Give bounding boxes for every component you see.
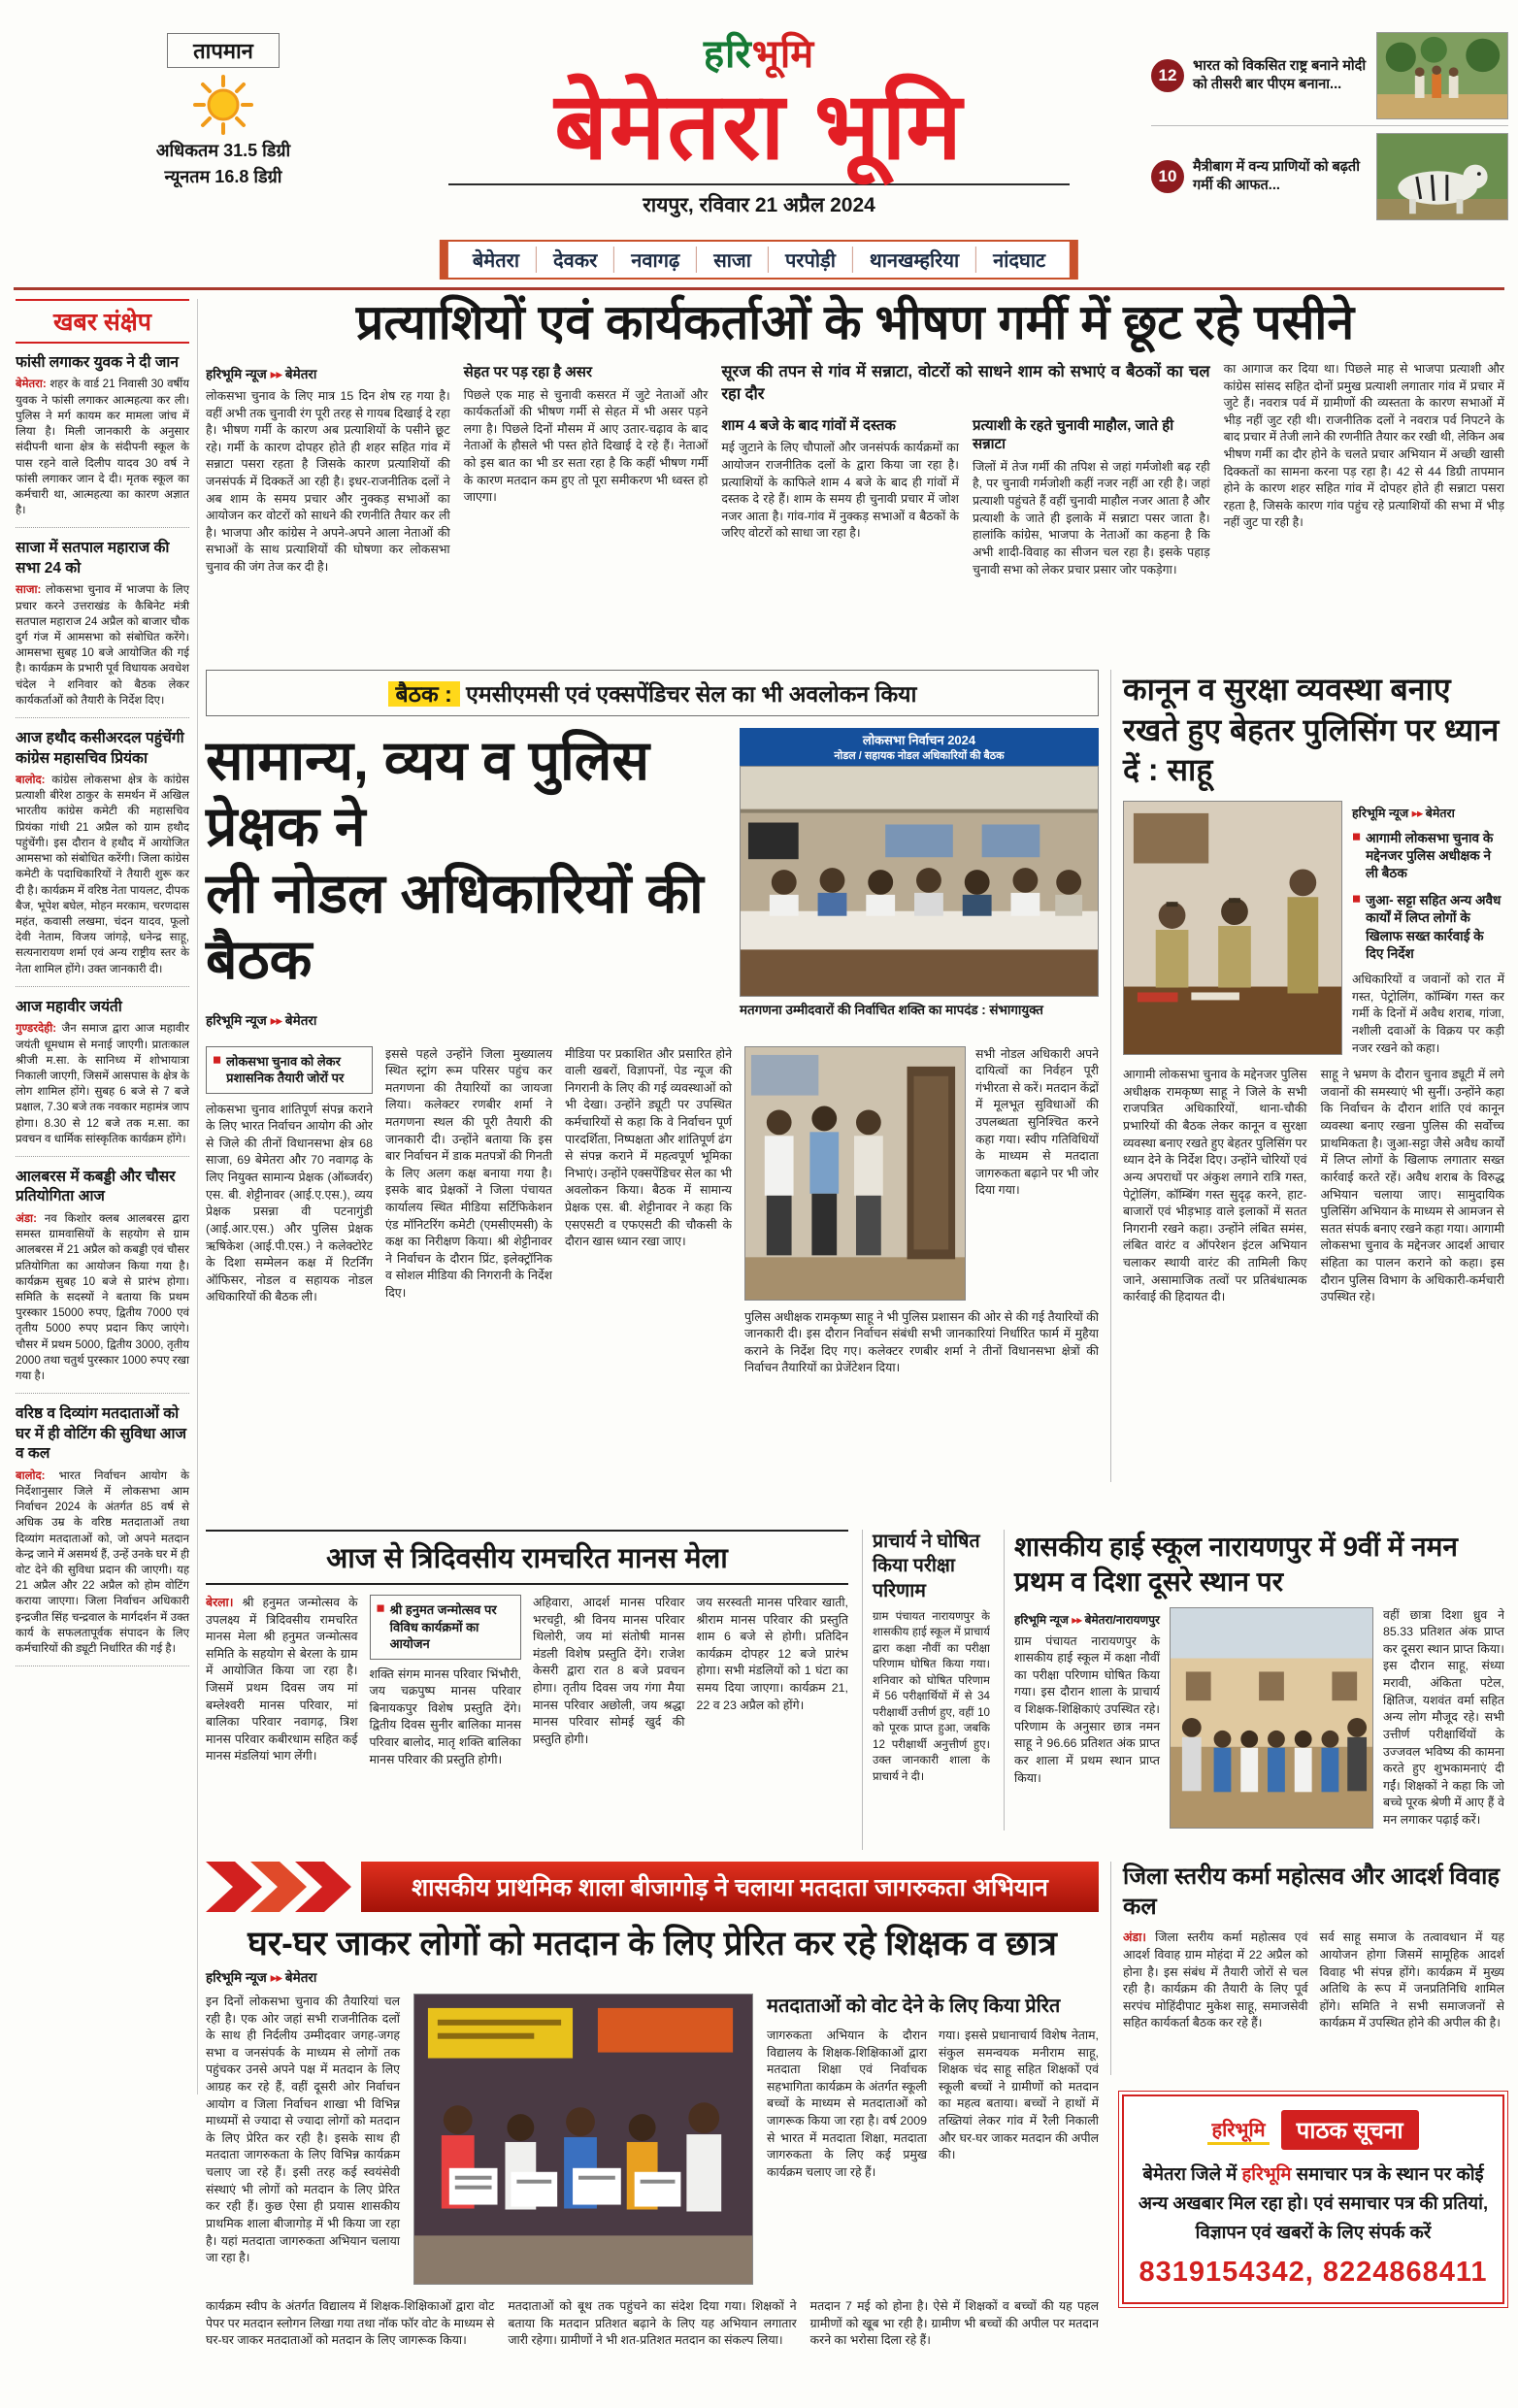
text-column	[767, 2028, 927, 2287]
text-column	[721, 414, 959, 652]
page-number-badge: 10	[1151, 160, 1184, 193]
teaser-photo-1	[1376, 32, 1508, 119]
cities-bar	[440, 240, 1078, 280]
city-label: थानखम्हरिया	[852, 247, 975, 273]
body-text: कार्यक्रम स्वीप के अंतर्गत विद्यालय में शिक्षक-शिक्षिकाओं द्वारा वोट पेपर पर मतदान स्लोगन लिखा गया तथा नॉक फॉर वोट के माध्यम से घर-घर जाकर मतदाताओं को मतदान के लिए जागरूक किया।	[206, 2299, 495, 2348]
body-text: सर्व साहू समाज के तत्वावधान में यह आयोजन होगा जिसमें सामूहिक आदर्श विवाह भी संपन्न होंगे। कार्यक्रम में मुख्य अतिथि के रूप में जनप्रतिनिधि शामिल होंगे। समिति ने सभी समाजजनों से कार्यक्रम में उपस्थित होने की अपील की है।	[1319, 1930, 1504, 2030]
text-column	[810, 2298, 1099, 2378]
manas-headline: आज से त्रिदिवसीय रामचरित मानस मेला	[206, 1530, 848, 1585]
weather-box	[105, 33, 342, 188]
teaser-text: मैत्रीबाग में वन्य प्राणियों को बढ़ती गर्मी की आफत...	[1193, 159, 1360, 193]
article-nodal-meeting	[206, 670, 1099, 1462]
brief-item	[16, 539, 189, 718]
kicker: बैठक : एमसीएमसी एवं एक्सपेंडिचर सेल का भी अवलोकन किया	[206, 670, 1099, 716]
header-teasers	[1151, 25, 1508, 227]
byline: हरिभूमि न्यूज ▸▸ बेमेतरा	[206, 1970, 317, 1985]
body-text: गया। इससे प्रधानाचार्य विशेष नेताम, संकुल समन्वयक मनीराम साहू, शिक्षक चंद साहू सहित शिक्षकों एवं स्कूली बच्चों ने ग्रामीणों को मतदान का महत्व बताया। बच्चों ने हाथों में तख्तियां लेकर गांव में रैली निकाली और घर-घर जाकर मतदान की अपील की।	[939, 2029, 1099, 2162]
text-column	[565, 1046, 732, 1462]
teaser-text: भारत को विकसित राष्ट्र बनाने मोदी को तीसरी बार पीएम बनाना...	[1193, 57, 1367, 92]
body-text: का आगाज कर दिया था। पिछले माह से भाजपा प्रत्याशी और कांग्रेस सांसद सहित दोनों प्रमुख प्रत्याशी लगातार गांव में प्रचार में जुटे हैं। नवरात्र पर्व में ग्रामीणों की व्यस्तता के कारण सभाओं में भीड़ नहीं जुट रही थी। राजनीतिक दलों ने नवरात्र पर्व निपटने के बाद प्रचार में तेजी लाने की रणनीति तैयार कर रखी थी, लेकिन अब भीषण गर्मी का दौर होने के चलते प्रचार अभियान में अच्छी खासी दिक्कतों का सामना करना पड़ रहा है। 42 से 44 डिग्री तापमान होने के कारण शहर सहित गांव में दोपहर होते ही सन्नाटा पसरा रहता है, जिसके कारण गांव पहुंच रहे प्रत्याशियों की सभा में भीड़ नहीं जुट पा रही है।	[1223, 362, 1504, 530]
city-label: परपोड़ी	[768, 247, 852, 273]
notice-text: बेमेतरा जिले में हरिभूमि समाचार पत्र के स्थान पर कोई अन्य अखबार मिल रहा हो। एवं समाचार पत्र की प्रतियां, विज्ञापन एवं खबरों के लिए संपर्क करें	[1138, 2163, 1489, 2242]
masthead	[390, 25, 1128, 218]
text-column	[939, 2028, 1099, 2287]
voter-bottom-columns	[206, 2298, 1099, 2378]
karma-headline: जिला स्तरीय कर्मा महोत्सव और आदर्श विवाह कल	[1123, 1864, 1501, 1921]
body-text: शक्ति संगम मानस परिवार भिंभौरी, जय चक्रपुष्प मानस परिवार बिनायकपुर विशेष प्रस्तुति देंगे। द्वितीय दिवस सुनीर बालिका मानस परिवार बालोद, मातृ शक्ति बालिका मानस परिवार की प्रस्तुति होगी।	[369, 1666, 521, 1766]
text-column	[1123, 1067, 1307, 1482]
text-column	[1224, 361, 1504, 652]
body-text: मतदान 7 मई को होना है। ऐसे में शिक्षकों व बच्चों की यह पहल ग्रामीणों को खूब भा रही है। ग्रामीण भी बच्चों की अपील पर मतदान करने का भरोसा दिला रहे हैं।	[809, 2299, 1099, 2348]
body-text: लोकसभा चुनाव के लिए मात्र 15 दिन शेष रह गया है। वहीं अभी तक चुनावी रंग पूरी तरह से गायब दिखाई दे रहा है। भीषण गर्मी के कारण अब प्रत्याशियों के पसीने छूट रहे। गर्मी के कारण दोपहर होते ही शहर सहित गांव में सन्नाटा पसरा रहता है जिसके कारण प्रत्याशियों की जनसंपर्क में दिक्कतें आ रही है। इधर-राजनीतिक दलों ने अब शाम के समय प्रचार और नुक्कड़ सभाओं का आयोजन कर वोटरों को साधने की रणनीति तैयार कर ली है। भाजपा और कांग्रेस ने अपने-अपने आला नेताओं की सभाओं के साथ प्रत्याशियों की घोषणा कर लोकसभा चुनाव की जंग तेज कर दी है।	[206, 389, 450, 575]
text-column	[206, 361, 450, 652]
notice-box	[1122, 2095, 1504, 2304]
article-karma-festival	[1110, 1862, 1504, 2075]
manas-columns	[206, 1595, 848, 1839]
byline: हरिभूमि न्यूज ▸▸ बेमेतरा/नारायणपुर	[1014, 1612, 1160, 1627]
body-text: पिछले एक माह से चुनावी कसरत में जुटे नेताओं और कार्यकर्ताओं की भीषण गर्मी से सेहत में भी असर पड़ने लगा है। पिछले दिनों मौसम में आए उतार-चढ़ाव के बाद नेताओं के हौसले भी पस्त होते दिखाई दे रहे हैं। नेताओं को इस बात का भी डर सता रहा है कि कहीं भीषण गर्मी के कारण मतदान कम हुए तो पूरा समीकरण भी ध्वस्त हो जाएगा।	[463, 387, 709, 505]
brief-headline: फांसी लगाकर युवक ने दी जान	[16, 354, 179, 371]
article-voter-awareness	[206, 1862, 1099, 2378]
brief-headline: वरिष्ठ व दिव्यांग मतदाताओं को घर में ही वोटिंग की सुविधा आज व कल	[16, 1405, 186, 1463]
byline: हरिभूमि न्यूज ▸▸ बेमेतरा	[206, 367, 317, 381]
brief-item	[16, 729, 189, 987]
brief-item	[16, 353, 189, 528]
body-text: जागरुकता अभियान के दौरान विद्यालय के शिक्षक-शिक्षिकाओं द्वारा मतदाता शिक्षा एवं निर्वाचक सहभागिता कार्यक्रम के अंतर्गत स्कूली बच्चों के माध्यम से मतदाताओं को जागरूक किया जा रहा है। वर्ष 2009 से भारत में मतदाता शिक्षा, मतदाता जागरुकता के लिए कई प्रमुख कार्यक्रम चलाए जा रहे हैं।	[767, 2029, 927, 2179]
article-exam-result	[862, 1530, 990, 1850]
text-column	[206, 1046, 373, 1462]
text-column	[1014, 1607, 1160, 1831]
teaser-item	[1151, 25, 1508, 126]
text-column	[206, 2298, 494, 2378]
byline: हरिभूमि न्यूज ▸▸ बेमेतरा	[206, 1012, 317, 1028]
heatwave-headline: प्रत्याशियों एवं कार्यकर्ताओं के भीषण गर्मी में छूट रहे पसीने	[355, 295, 1355, 349]
text-column	[464, 361, 709, 652]
brief-headline: आलबरस में कबड्डी और चौसर प्रतियोगिता आज	[16, 1169, 176, 1205]
page-number-badge: 12	[1151, 59, 1184, 92]
photo-caption: मतगणना उम्मीदवारों की निर्वाचित शक्ति का मापदंड : संभागायुक्त	[740, 1003, 1043, 1017]
body-text: वहीं छात्रा दिशा ध्रुव ने 85.33 प्रतिशत अंक प्राप्त कर दूसरा स्थान प्राप्त किया। इस दौरान साहू, संध्या मरावी, अंकिता पटेल, क्षितिज, यशवंत वर्मा सहित अन्य लोग मौजूद रहे। सभी उत्तीर्ण परीक्षार्थियों के उज्जवल भविष्य की कामना करते हुए शुभकामनाएं दी गईं। शिक्षकों ने कहा कि जो बच्चे पूरक श्रेणी में आए हैं वे मन लगाकर पढ़ाई करें।	[1383, 1607, 1504, 1827]
photo-nodal-meeting	[740, 728, 1099, 1035]
meeting-columns	[206, 1046, 1099, 1462]
brief-headline: आज हथौद कसीअरदल पहुंचेंगी कांग्रेस महासचिव प्रियंका	[16, 730, 184, 767]
weather-title: तापमान	[167, 33, 280, 68]
voter-banner: शासकीय प्राथमिक शाला बीजागोड़ ने चलाया मतदाता जागरुकता अभियान	[361, 1862, 1099, 1912]
subhead: सेहत पर पड़ रहा है असर	[463, 364, 593, 380]
photo-banner: लोकसभा निर्वाचन 2024 नोडल / सहायक नोडल अधिकारियों की बैठक	[740, 728, 1099, 766]
text-column	[508, 2298, 796, 2378]
body-text: अहिवारा, आदर्श मानस परिवार भरचट्टी, श्री विनय मानस परिवार थिलोरी, जय मां संतोषी मानस मंडली विशेष प्रस्तुति देंगे। राजेश केसरी द्वारा रात 8 बजे प्रवचन होगा। तृतीय दिवस जय गंगा मैया मानस परिवार अछोली, जय श्रद्धा मानस परिवार सोमई खुर्द की प्रस्तुति होगी।	[533, 1596, 685, 1746]
subhead: प्रत्याशी के रहते चुनावी माहौल, जाते ही सन्नाटा	[972, 416, 1174, 453]
photo-text-block	[744, 1046, 1099, 1462]
article-manas-mela	[206, 1530, 848, 1839]
city-label: देवकर	[536, 247, 613, 273]
teaser-photo-2	[1376, 133, 1508, 220]
brief-body: बालोद: कांग्रेस लोकसभा क्षेत्र के कांग्रेस प्रत्याशी बीरेश ठाकुर के समर्थन में अखिल भारतीय कांग्रेस कमेटी की महासचिव प्रियंका गांधी 21 अप्रैल को ग्राम हथौद पहुंचेंगी। इस दौरान वे हथौद में आयोजित आमसभा को संबोधित करेंगी। जिला कांग्रेस कमेटी के पदाधिकारियों ने तैयारी शुरू कर दी है। कार्यक्रम में वरिष्ठ नेता पायलट, दीपक बैज, भूपेश बघेल, मोहन मरकाम, चरणदास महंत, कवासी लखमा, चंदन यादव, फूलो देवी नेताम, विजय जांगड़े, धनेन्द्र साहू, सत्यनारायण शर्मा एवं अन्य राष्ट्रीय स्तर के नेता शामिल होंगे। उक्त जानकारी दी।	[16, 773, 189, 975]
subhead: शाम 4 बजे के बाद गांवों में दस्तक	[721, 416, 896, 434]
body-text: अंडा। जिला स्तरीय कर्मा महोत्सव एवं आदर्श विवाह ग्राम मोहंदा में 22 अप्रैल को होना है। इस संबंध में तैयारी जोरों से चल रही है। कार्यक्रम की तैयारी के लिए पूर्व सरपंच मोहिंदीपाट मुकेश साहू, समाजसेवी सहित कार्यकर्ता बैठक कर रहे हैं।	[1123, 1930, 1308, 2030]
subhead: ◼ आगामी लोकसभा चुनाव के मद्देनजर पुलिस अधीक्षक ने ली बैठक	[1352, 830, 1494, 881]
text-column	[1383, 1607, 1504, 1831]
text-column	[533, 1595, 685, 1839]
brief-headline: आज महावीर जयंती	[16, 998, 122, 1015]
brief-item	[16, 1404, 189, 1666]
police-headline: कानून व सुरक्षा व्यवस्था बनाए रखते हुए बेहतर पुलिसिंग पर ध्यान दें : साहू	[1123, 672, 1500, 788]
text-column	[1123, 1930, 1308, 2075]
dateline: रायपुर, रविवार 21 अप्रैल 2024	[448, 183, 1070, 218]
text-column-group	[721, 361, 1209, 652]
sun-icon	[192, 74, 254, 136]
text-column	[975, 1046, 1099, 1301]
photo-strongroom-visit	[744, 1046, 966, 1301]
highlight-box: ◼ लोकसभा चुनाव को लेकर प्रशासनिक तैयारी जोरों पर	[206, 1046, 373, 1094]
standfirst: सूरज की तपन से गांव में सन्नाटा, वोटरों को साधने शाम को सभाएं व बैठकों का चल रहा दौर	[721, 363, 1210, 404]
notice-brand-logo: हरिभूमि	[1207, 2116, 1269, 2145]
body-text: इन दिनों लोकसभा चुनाव की तैयारियां चल रही है। एक ओर जहां सभी राजनीतिक दलों के साथ ही निर्दलीय उम्मीदवार जगह-जगह सभा व जनसंपर्क के माध्यम से लोगों तक पहुंचकर उनसे अपने पक्ष में मतदान के लिए आग्रह कर रहे हैं, वहीं दूसरी ओर निर्वाचन आयोग व जिला निर्वाचन शाखा भी विभिन्न माध्यमों से ज्यादा से ज्यादा लोगों को मतदान के लिए प्रेरित कर रही है। इसके साथ ही मतदाता जागरुकता के लिए विभिन्न कार्यक्रम चलाए जा रहे हैं। इसी तरह कई स्वयंसेवी संस्थाएं भी लोगों को मतदान के लिए प्रेरित कर रही हैं। कुछ ऐसा ही प्रयास शासकीय प्राथमिक शाला बीजागोड़ में भी किया जा रहा है। यहां मतदाता जागरुकता अभियान चलाया जा रहा है।	[206, 1995, 400, 2265]
city-label: साजा	[696, 247, 768, 273]
body-text: आगामी लोकसभा चुनाव के मद्देनजर पुलिस अधीक्षक रामकृष्ण साहू ने जिले के सभी राजपत्रित अधिकारियों, थाना-चौकी प्रभारियों की बैठक लेकर कानून व सुरक्षा व्यवस्था बनाए रखते हुए बेहतर पुलिसिंग पर ध्यान देने के निर्देश दिए। उन्होंने चोरियों एवं अन्य अपराधों पर अंकुश लगाने रात्रि गस्त, पेट्रोलिंग, कॉम्बिंग गस्त सुदृढ़ करने, हाट-बाजारों एवं भीड़भाड़ वाले इलाकों में सतत निगरानी रखने कहा। उन्होंने लंबित समंस, लंबित वारंट व ऑपरेशन इंटल अभियान चलाकर स्थायी वारंट की तामिली किए जाने, असामाजिक तत्वों पर प्रतिबंधात्मक कार्रवाई की हिदायत दी।	[1123, 1068, 1307, 1304]
notice-title: पाठक सूचना	[1281, 2110, 1419, 2150]
headline-block	[206, 728, 726, 1035]
subhead: मतदाताओं को वोट देने के लिए किया प्रेरित	[767, 1996, 1061, 2017]
brief-headline: साजा में सतपाल महाराज की सभा 24 को	[16, 540, 170, 577]
weather-min: न्यूनतम 16.8 डिग्री	[164, 167, 282, 186]
body-text: मीडिया पर प्रकाशित और प्रसारित होने वाली खबरों, विज्ञापनों, पेड न्यूज की निगरानी के लिए की गई व्यवस्थाओं को भी देखा। उन्होंने ड्यूटी पर उपस्थित कर्मचारियों से कहा कि वे निर्वाचन पूर्ण पारदर्शिता, निष्पक्षता और शांतिपूर्ण ढंग से संपन्न कराने में महत्वपूर्ण भूमिका निभाएं। उन्होंने एक्सपेंडिचर सेल का भी अवलोकन किया। बैठक में सामान्य प्रेक्षक एस. बी. शेट्टीनावर ने कहा कि एसएसटी व एफएसटी की चौकसी के दौरान खास ध्यान रखा जाए।	[565, 1046, 732, 1249]
brief-body: गुण्डरदेही: जैन समाज द्वारा आज महावीर जयंती धूमधाम से मनाई जाएगी। प्रातःकाल श्रीजी म.सा. के सानिध्य में शोभायात्रा निकाली जाएगी, जिसमें आसपास के क्षेत्र के लोग शामिल होंगे। सुबह 6 बजे से 7 बजे प्रक्षाल, 7.30 बजे तक नवकार महामंत्र जाप होगा। 8.30 से 12 बजे तक म.सा. का प्रवचन व धार्मिक सांस्कृतिक कार्यक्रम होंगे।	[16, 1022, 189, 1145]
body-text: बेरला। श्री हनुमत जन्मोत्सव के उपलक्ष्य में त्रिदिवसीय रामचरित मानस मेला श्री हनुमत जन्मोत्सव समिति के सहयोग से बेरला के ग्राम में आयोजित किया जा रहा है। जिसमें प्रथम दिवस जय मां बम्लेश्वरी मानस परिवार, मां बालिका परिवार नवागढ़, त्रिश मानस परिवार कबीरधाम सहित कई मानस मंडलियां भाग लेंगी।	[206, 1596, 358, 1764]
article-heatwave	[206, 295, 1504, 652]
brief-body: बालोद: भारत निर्वाचन आयोग के निर्देशानुसार जिले में लोकसभा आम निर्वाचन 2024 के अंतर्गत 85 वर्ष से अधिक उम्र के वरिष्ठ मतदाताओं तथा दिव्यांग मतदाताओं को, जो अपने मतदान केन्द्र जाने में असमर्थ हैं, उन्हें उनके घर में ही वोट देने की सुविधा प्रदान की जाएगी। यह 21 अप्रैल और 22 अप्रैल को होम वोटिंग कराया जाएगा। जिला निर्वाचन अधिकारी इन्द्रजीत सिंह चन्द्रवाल के मार्गदर्शन में उक्त कार्य के सफलतापूर्वक संपादन के लिए कर्मचारियों की ड्यूटी निर्धारित की गई है।	[16, 1468, 189, 1656]
city-label: बेमेतरा	[472, 250, 520, 272]
article-school-toppers	[1004, 1530, 1504, 1831]
brief-body: बेमेतरा: शहर के वार्ड 21 निवासी 30 वर्षीय युवक ने फांसी लगाकर आत्महत्या कर ली। पुलिस ने मर्ग कायम कर मामला जांच में लिया है। मिली जानकारी के अनुसार संदीपनी थाना क्षेत्र के संदीपनी स्कूल के पास रहने वाले दिलीप यादव 30 वर्ष ने फांसी लगाकर जान दे दी। मृतक स्कूल का कर्मचारी था, आत्महत्या का कारण अज्ञात है।	[16, 378, 189, 517]
heatwave-columns	[206, 361, 1504, 652]
article-police-meeting	[1110, 670, 1504, 1482]
text-column	[1320, 1930, 1505, 2075]
banner-arrow-icon	[206, 1862, 351, 1912]
body-text: पुलिस अधीक्षक रामकृष्ण साहू ने भी पुलिस प्रशासन की ओर से की गई तैयारियों की जानकारी दी। इस दौरान निर्वाचन संबंधी सभी जानकारियां निर्धारित फार्म में मुहैया कराने के निर्देश दिए गए। कलेक्टर रणबीर शर्मा ने तीनों विधानसभा क्षेत्रों की निर्वाचन तैयारियों का प्रेजेंटेशन दिया।	[744, 1309, 1099, 1375]
photo-voter-awareness	[413, 1994, 753, 2285]
brief-item	[16, 998, 189, 1157]
body-text: जय सरस्वती मानस परिवार खाती, श्रीराम मानस परिवार की प्रस्तुति शाम 6 बजे से होगी। प्रतिदिन कार्यक्रम दोपहर 12 बजे प्रारंभ होगा। सभी मंडलियों को 1 घंटा का समय दिया जाएगा। कार्यक्रम 21, 22 व 23 अप्रैल को होंगे।	[696, 1596, 848, 1712]
body-text: सभी नोडल अधिकारी अपने दायित्वों का निर्वहन पूरी गंभीरता से करें। मतदान केंद्रों में मूलभूत सुविधाओं की उपलब्धता सुनिश्चित करने कहा गया। स्वीप गतिविधियों के माध्यम से मतदाता जागरुकता बढ़ाने पर भी जोर दिया गया।	[975, 1046, 1099, 1198]
notice-phone-numbers: 8319154342, 8224868411	[1138, 2256, 1488, 2288]
school-headline: शासकीय हाई स्कूल नारायणपुर में 9वीं में नमन प्रथम व दिशा दूसरे स्थान पर	[1014, 1532, 1458, 1597]
brief-body: अंडा: नव किशोर क्लब आलबरस द्वारा समस्त ग्रामवासियों के सहयोग से ग्राम आलबरस में 21 अप्रैल को कबड्डी एवं चौसर प्रतियोगिता का आयोजन किया गया है। कार्यक्रम सुबह 10 बजे से प्रारंभ होगा। समिति के सदस्यों ने बताया कि प्रथम पुरस्कार 15000 रुपए, द्वितीय 7000 एवं तृतीय 5000 रुपए प्रदान किए जाएंगे। चौसर में प्रथम 5000, द्वितीय 3000, तृतीय 2000 तथा चतुर्थ पुरस्कार 1000 रुपए रखा गया है।	[16, 1211, 189, 1383]
body-text: साहू ने भ्रमण के दौरान चुनाव ड्यूटी में लगे जवानों की समस्याएं भी सुनीं। उन्होंने कहा कि निर्वाचन के दौरान शांति एवं कानून व्यवस्था बनाए रखना पुलिस की सर्वोच्च प्राथमिकता है। जुआ-सट्टा जैसे अवैध कार्यों में लिप्त लोगों के खिलाफ लगातार सख्त कार्रवाई करते रहें। अवैध शराब के विरुद्ध अभियान चलाया जाए। सामुदायिक पुलिसिंग अभियान के माध्यम से आमजन से सतत संपर्क बनाए रखने कहा गया। आगामी लोकसभा चुनाव के मद्देनजर आदर्श आचार संहिता का पालन कराने को कहा। इस दौरान पुलिस विभाग के अधिकारी-कर्मचारी उपस्थित रहे।	[1320, 1068, 1504, 1304]
text-column	[973, 414, 1210, 652]
meeting-headline: सामान्य, व्यय व पुलिस प्रेक्षक ने ली नोडल अधिकारियों की बैठक	[206, 730, 704, 992]
result-headline: प्राचार्य ने घोषित किया परीक्षा परिणाम	[873, 1531, 980, 1601]
highlight-box: ◼ श्री हनुमत जन्मोत्सव पर विविध कार्यक्रमों का आयोजन	[370, 1595, 522, 1660]
photo-sp-meeting	[1123, 801, 1342, 1055]
text-column	[697, 1595, 849, 1839]
brief-body: साजा: लोकसभा चुनाव में भाजपा के लिए प्रचार करने उत्तराखंड के कैबिनेट मंत्री सतपाल महाराज 24 अप्रैल को बाजार चौक दुर्ग गंज में आमसभा को संबोधित करेंगे। आमसभा सुबह 10 बजे आयोजित की गई है। कार्यक्रम के प्रभारी पूर्व विधायक अवधेश चंदेल ने शनिवार को बैठक लेकर कार्यकर्ताओं को तैयारी के निर्देश दिए।	[16, 583, 189, 707]
weather-max: अधिकतम 31.5 डिग्री	[155, 141, 291, 160]
voter-right-block	[767, 1994, 1099, 2287]
brand-logo: हरिभूमि	[703, 33, 815, 76]
brief-item	[16, 1168, 189, 1394]
body-text: ग्राम पंचायत नारायणपुर के शासकीय हाई स्कूल में प्राचार्य द्वारा कक्षा नौवीं का परीक्षा परिणाम घोषित किया गया। शनिवार को घोषित परिणाम में 56 परीक्षार्थियों में से 34 परीक्षार्थी उत्तीर्ण हुए, वहीं 10 को पूरक प्राप्त हुआ, जबकि 12 परीक्षार्थी अनुत्तीर्ण हुए। उक्त जानकारी शाला के प्राचार्य ने दी।	[873, 1610, 990, 1783]
body-text: इससे पहले उन्होंने जिला मुख्यालय स्थित स्ट्रांग रूम परिसर पहुंच कर मतगणना की तैयारियों का जायजा लिया। कलेक्टर रणबीर शर्मा ने मतगणना स्थल की पूरी तैयारी की जानकारी दी। उन्होंने बताया कि इस बार निर्वाचन में डाक मतपत्रों की गिनती के लिए अलग कक्ष बनाया गया है। इसके बाद प्रेक्षकों ने जिला पंचायत कार्यालय स्थित मीडिया सर्टिफिकेशन एंड मॉनिटरिंग कमेटी (एमसीएमसी) के कक्ष का निरीक्षण किया। श्री शेट्टीनावर ने निर्वाचन के दौरान प्रिंट, इलेक्ट्रॉनिक व सोशल मीडिया की निगरानी के निर्देश दिए।	[385, 1046, 552, 1301]
text-column	[1321, 1067, 1505, 1482]
text-column	[370, 1595, 522, 1839]
news-briefs-sidebar	[16, 299, 198, 2095]
body-text: मई जुटाने के लिए चौपालों और जनसंपर्क कार्यक्रमों का आयोजन राजनीतिक दलों के द्वारा किया जा रहा है। प्रत्याशियों के काफिले शाम 4 बजे के बाद ही गांवों में दस्तक दे रहे हैं। शाम के समय ही चुनावी प्रचार में जोश नजर आता है। गांव-गांव में नुक्कड़ सभाओं व बैठकों के जरिए वोटरों को साधा जा रहा है।	[721, 441, 959, 541]
paper-title: बेमेतरा भूमि	[554, 75, 964, 179]
sidebar-title: खबर संक्षेप	[16, 299, 189, 344]
text-column	[385, 1046, 552, 1462]
reader-notice	[1110, 2095, 1504, 2304]
body-text: लोकसभा चुनाव शांतिपूर्ण संपन्न कराने के लिए भारत निर्वाचन आयोग की ओर से जिले की तीनों विधानसभा क्षेत्र 68 साजा, 69 बेमेतरा और 70 नवागढ़ के लिए नियुक्त सामान्य प्रेक्षक (ऑब्जर्वर) एस. बी. शेट्टीनावर (आई.ए.एस.), व्यय प्रेक्षक प्रसन्ना वी पटनागुंडी (आई.आर.एस.) और पुलिस प्रेक्षक ऋषिकेश (आई.पी.एस.) ने कलेक्टोरेट के दिशा सम्मेलन कक्ष में रिटर्निंग ऑफिसर, नोडल व सहायक नोडल अधिकारियों की बैठक ली।	[206, 1102, 373, 1304]
body-text: ग्राम पंचायत नारायणपुर के शासकीय हाई स्कूल में कक्षा नौवीं का परीक्षा परिणाम घोषित किया गया। इस दौरान शाला के प्राचार्य व शिक्षक-शिक्षिकाएं उपस्थित रहे। परिणाम के अनुसार छात्र नमन साहू ने 96.66 प्रतिशत अंक प्राप्त कर शाला में प्रथम स्थान प्राप्त किया।	[1014, 1633, 1160, 1785]
city-label: नवागढ़	[613, 247, 696, 273]
city-label: नांदघाट	[975, 247, 1062, 273]
byline: हरिभूमि न्यूज ▸▸ बेमेतरा	[1352, 806, 1455, 820]
text-column	[206, 1994, 400, 2287]
police-side-column	[1352, 801, 1504, 1057]
body-text: मतदाताओं को बूथ तक पहुंचने का संदेश दिया गया। शिक्षकों ने बताया कि मतदान प्रतिशत बढ़ाने के लिए यह अभियान लगातार जारी रहेगा। ग्रामीणों ने भी शत-प्रतिशत मतदान का संकल्प लिया।	[508, 2299, 797, 2348]
text-column	[206, 1595, 358, 1839]
header-divider	[14, 287, 1504, 290]
teaser-item	[1151, 126, 1508, 227]
body-text: अधिकारियों व जवानों को रात में गस्त, पेट्रोलिंग, कॉम्बिंग गस्त कर गर्मी के दिनों में अवैध शराब, गांजा, नशीली दवाओं के विक्रय पर कड़ी नजर रखने को कहा।	[1352, 973, 1504, 1055]
police-columns	[1123, 1067, 1504, 1482]
subhead: ◼ जुआ- सट्टा सहित अन्य अवैध कार्यों में लिप्त लोगों के खिलाफ सख्त कार्रवाई के दिए निर्देश	[1352, 892, 1502, 961]
voter-headline: घर-घर जाकर लोगों को मतदान के लिए प्रेरित कर रहे शिक्षक व छात्र	[248, 1925, 1057, 1963]
photo-students-group	[1170, 1607, 1373, 1829]
body-text: जिलों में तेज गर्मी की तपिश से जहां गर्मजोशी बढ़ रही है, पर चुनावी गर्मजोशी कहीं नजर नहीं आ रही है। जहां प्रत्याशी पहुंचते हैं वहीं चुनावी माहौल नजर आता है और प्रत्याशी के जाते ही इलाके में सन्नाटा पसर जाता है। हालांकि कांग्रेस, भाजपा के नेताओं का कहना है कि अभी शादी-विवाह का सीजन चल रहा है। इसके पहाड़ चुनावी सभा को लेकर प्रचार प्रसार जोर पकड़ेगा।	[972, 459, 1210, 577]
